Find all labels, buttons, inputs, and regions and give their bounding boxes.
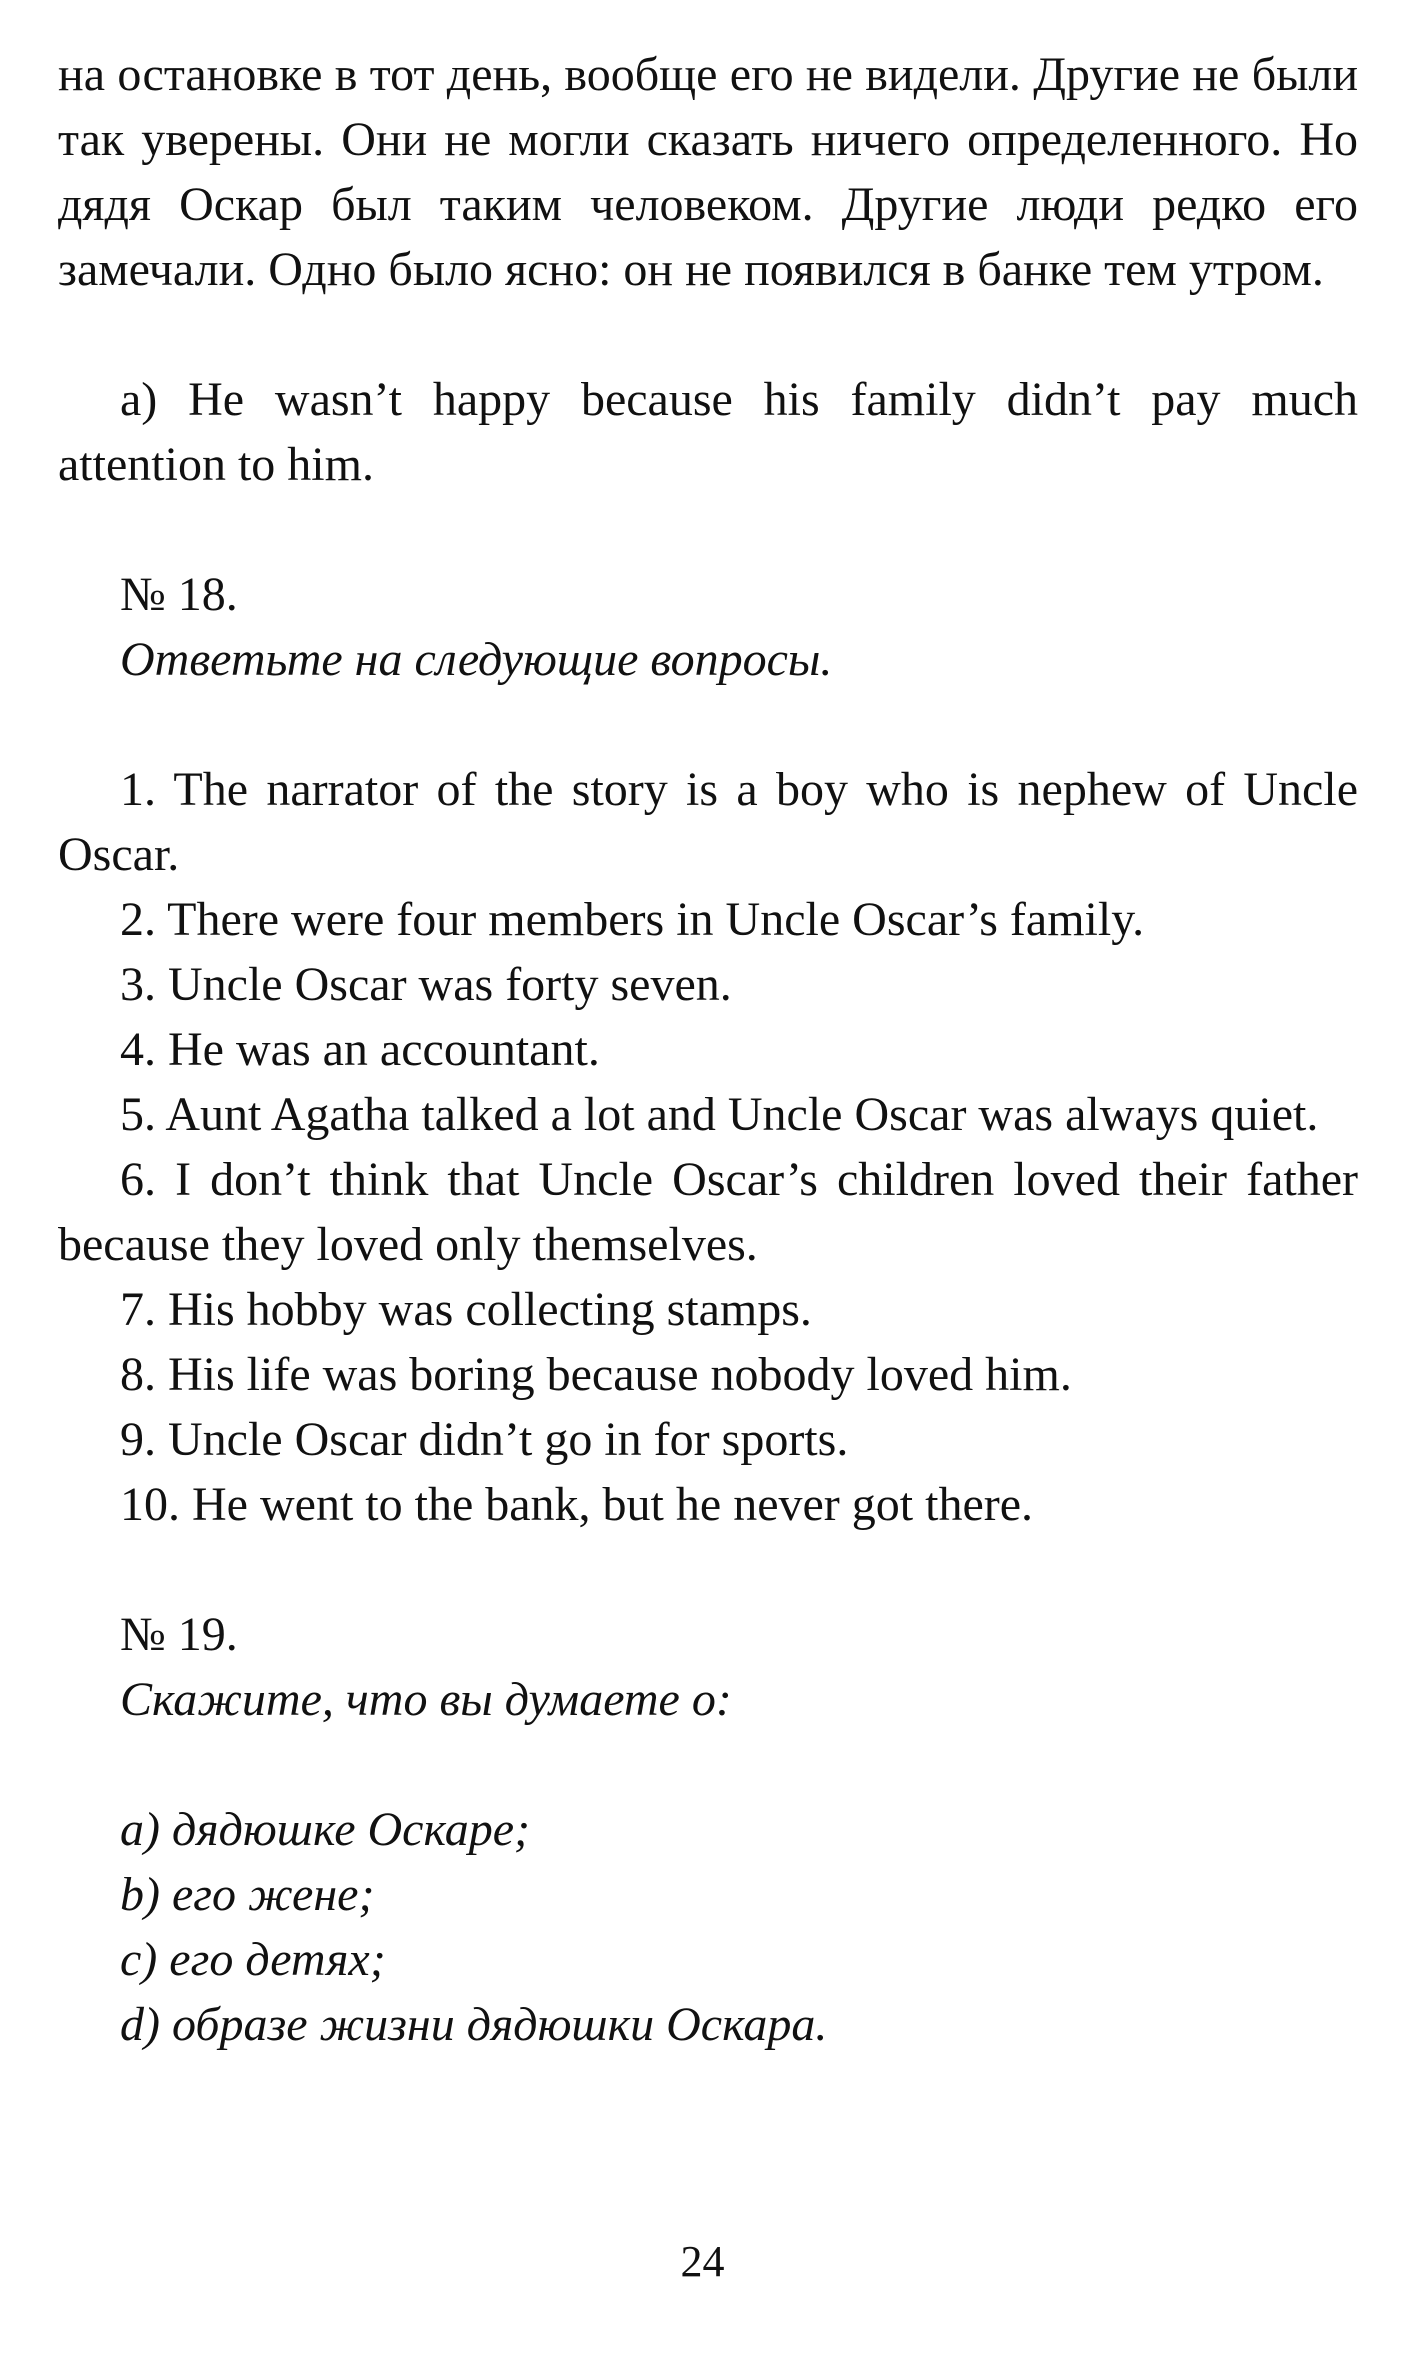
section-19-number: № 19. bbox=[120, 1608, 238, 1661]
answer-item: 8. His life was boring because nobody loved him. bbox=[120, 1348, 1072, 1401]
section-19-items bbox=[58, 1797, 1358, 2057]
list-item: b) его жене; bbox=[120, 1868, 375, 1921]
answer-item: 10. He went to the bank, but he never got there. bbox=[120, 1478, 1034, 1531]
section-18-answers bbox=[58, 757, 1358, 1537]
page-number: 24 bbox=[680, 2237, 725, 2286]
section-18 bbox=[58, 562, 1358, 1537]
answer-item: 2. There were four members in Uncle Oscar’s family. bbox=[120, 893, 1145, 946]
answer-item: 7. His hobby was collecting stamps. bbox=[120, 1283, 812, 1336]
list-item: d) образе жизни дядюшки Оскара. bbox=[120, 1998, 828, 2051]
answer-item: 4. He was an accountant. bbox=[120, 1023, 600, 1076]
intro-paragraph: на остановке в тот день, вообще его не видели. Другие не были так уверены. Они не могли сказать ничего определенного. Но дядя Оскар был таким человеком. Другие люди редко его замечали. Одно было ясно: он не появился в банке тем утром. bbox=[58, 48, 1358, 296]
answer-item: 3. Uncle Oscar was forty seven. bbox=[120, 958, 732, 1011]
answer-item: 1. The narrator of the story is a boy who is nephew of Uncle Oscar. bbox=[58, 763, 1358, 881]
answer-item: 5. Aunt Agatha talked a lot and Uncle Oscar was always quiet. bbox=[120, 1088, 1319, 1141]
list-item: c) его детях; bbox=[120, 1933, 386, 1986]
section-19-instruction: Скажите, что вы думаете о: bbox=[120, 1673, 732, 1726]
section-18-instruction: Ответьте на следующие вопросы. bbox=[120, 633, 833, 686]
answer-item: 9. Uncle Oscar didn’t go in for sports. bbox=[120, 1413, 849, 1466]
list-item: a) дядюшке Оскаре; bbox=[120, 1803, 531, 1856]
section-18-number: № 18. bbox=[120, 568, 238, 621]
answer-a: a) He wasn’t happy because his family didn’t pay much attention to him. bbox=[58, 373, 1358, 491]
page-body bbox=[58, 42, 1358, 2057]
section-19 bbox=[58, 1602, 1358, 2057]
answer-item: 6. I don’t think that Uncle Oscar’s children loved their father because they loved only themselves. bbox=[58, 1153, 1358, 1271]
